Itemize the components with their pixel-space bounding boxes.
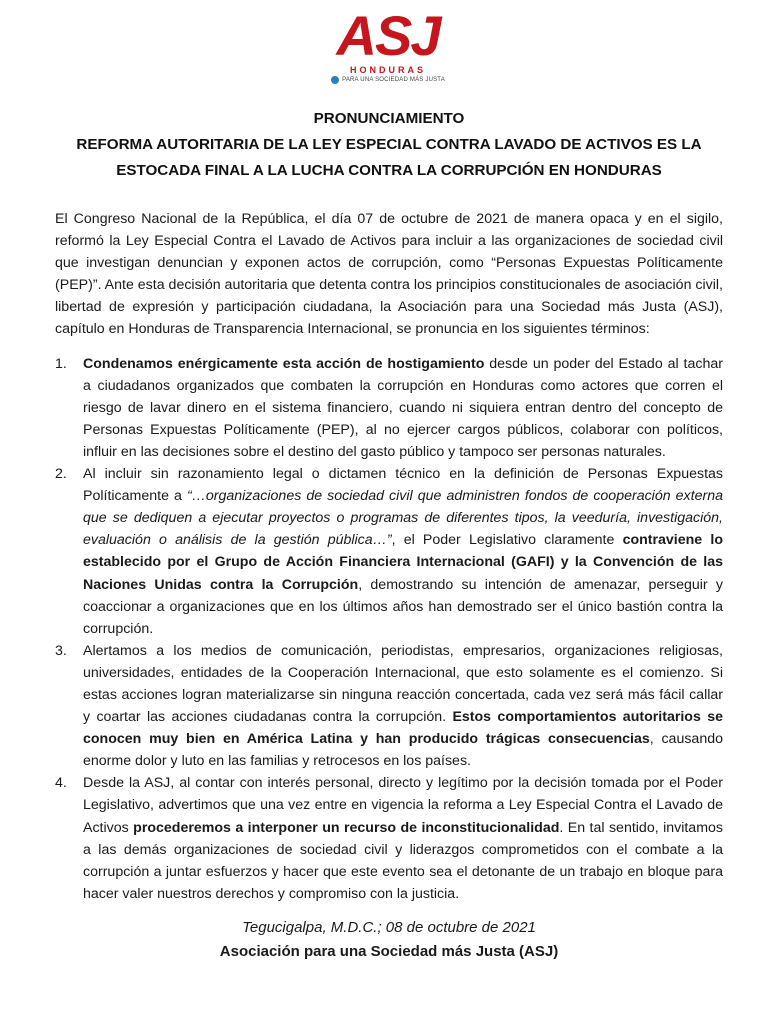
body-text: Al incluir sin razonamiento legal o dictamen técnico en la definición de Personas Expuestas Políticamente a bbox=[83, 466, 723, 505]
globe-icon bbox=[331, 76, 339, 84]
list-item bbox=[55, 640, 723, 773]
list-item bbox=[55, 353, 723, 463]
list-item bbox=[55, 772, 723, 905]
body-text: Alertamos a los medios de comunicación, periodistas, empresarios, organizaciones religiosas, universidades, entidades de la Cooperación Internacional, que esto solamente es el comienzo. Si estas acciones logran materializarse sin ninguna reacción concertada, cada vez será más fácil callar y coartar las acciones ciudadanas contra la corrupción. bbox=[83, 642, 723, 726]
body-text: , demostrando su intención de amenazar, perseguir y coaccionar a organizaciones que en los últimos años han demostrado ser el único bastión contra la corrupción. bbox=[83, 576, 724, 637]
document-title-line-1: REFORMA AUTORITARIA DE LA LEY ESPECIAL CONTRA LAVADO DE ACTIVOS ES LA bbox=[76, 136, 702, 153]
document-titles bbox=[40, 106, 738, 184]
logo-brand: ASJ bbox=[336, 4, 440, 67]
signing-organization: Asociación para una Sociedad más Justa (ASJ) bbox=[219, 943, 559, 960]
place-date: Tegucigalpa, M.D.C.; 08 de octubre de 2021 bbox=[242, 919, 536, 936]
body-text: , causando enorme dolor y luto en las familias y retrocesos en los países. bbox=[83, 731, 723, 770]
bold-text: Estos comportamientos autoritarios se conocen muy bien en América Latina y han producido trágicas consecuencias bbox=[83, 709, 723, 748]
points-list bbox=[55, 353, 723, 905]
body-text: , el Poder Legislativo claramente bbox=[391, 532, 623, 549]
document-heading: PRONUNCIAMIENTO bbox=[313, 110, 465, 127]
list-number: 4. bbox=[55, 775, 67, 792]
intro-paragraph: El Congreso Nacional de la República, el día 07 de octubre de 2021 de manera opaca y en el sigilo, reformó la Ley Especial Contra el Lavado de Activos para incluir a las organizaciones de sociedad civil que investigan denuncian y exponen actos de corrupción, como “Personas Expuestas Políticamente (PEP)”. Ante esta decisión autoritaria que detenta contra los principios constitucionales de asociación civil, libertad de expresión y participación ciudadana, la Asociación para una Sociedad más Justa (ASJ), capítulo en Honduras de Transparencia Internacional, se pronuncia en los siguientes términos: bbox=[55, 211, 723, 338]
logo-tagline-row bbox=[326, 76, 450, 84]
logo-country: HONDURAS bbox=[349, 65, 426, 75]
body-text: . En tal sentido, invitamos a las demás organizaciones de sociedad civil y liderazgos comprometidos con el combate a la corrupción a juntar esfuerzos y hacer que este evento sea el detonante de un trabajo en bloque para hacer valer nuestros derechos y compromiso con la justicia. bbox=[83, 819, 723, 902]
signature-block bbox=[40, 916, 738, 964]
bold-text: contraviene lo establecido por el Grupo de Acción Financiera Internacional (GAFI) y la Convención de las Naciones Unidas contra la Corrupción bbox=[83, 532, 723, 593]
body-text: Desde la ASJ, al contar con interés personal, directo y legítimo por la decisión tomada por el Poder Legislativo, advertimos que una vez entre en vigencia la reforma a Ley Especial Contra el Lavado de Activos bbox=[83, 775, 723, 836]
bold-text: Condenamos enérgicamente esta acción de hostigamiento bbox=[83, 355, 485, 372]
asj-logo bbox=[326, 4, 450, 84]
document-title-line-2: ESTOCADA FINAL A LA LUCHA CONTRA LA CORRUPCIÓN EN HONDURAS bbox=[116, 162, 662, 179]
list-item bbox=[55, 463, 723, 640]
bold-text: procederemos a interponer un recurso de inconstitucionalidad bbox=[133, 819, 560, 836]
quoted-definition: “…organizaciones de sociedad civil que administren fondos de cooperación externa que se dediquen a ejecutar proyectos o programas de diferentes tipos, la veeduría, investigación, evaluación o análisis de la gestión pública…” bbox=[83, 488, 723, 549]
list-number: 3. bbox=[55, 642, 67, 659]
logo-tagline: PARA UNA SOCIEDAD MÁS JUSTA bbox=[342, 77, 445, 83]
list-number: 1. bbox=[55, 355, 67, 372]
list-number: 2. bbox=[55, 466, 67, 483]
document-body bbox=[55, 208, 723, 905]
body-text: desde un poder del Estado al tachar a ciudadanos organizados que combaten la corrupción en Honduras como actores que corren el riesgo de lavar dinero en el sistema financiero, cuando ni siquiera entran dentro del concepto de Personas Expuestas Políticamente (PEP), al no ejercer cargos públicos, colaborar con políticos, influir en las decisiones sobre el destino del gasto público y tampoco ser personas naturales. bbox=[83, 355, 723, 460]
